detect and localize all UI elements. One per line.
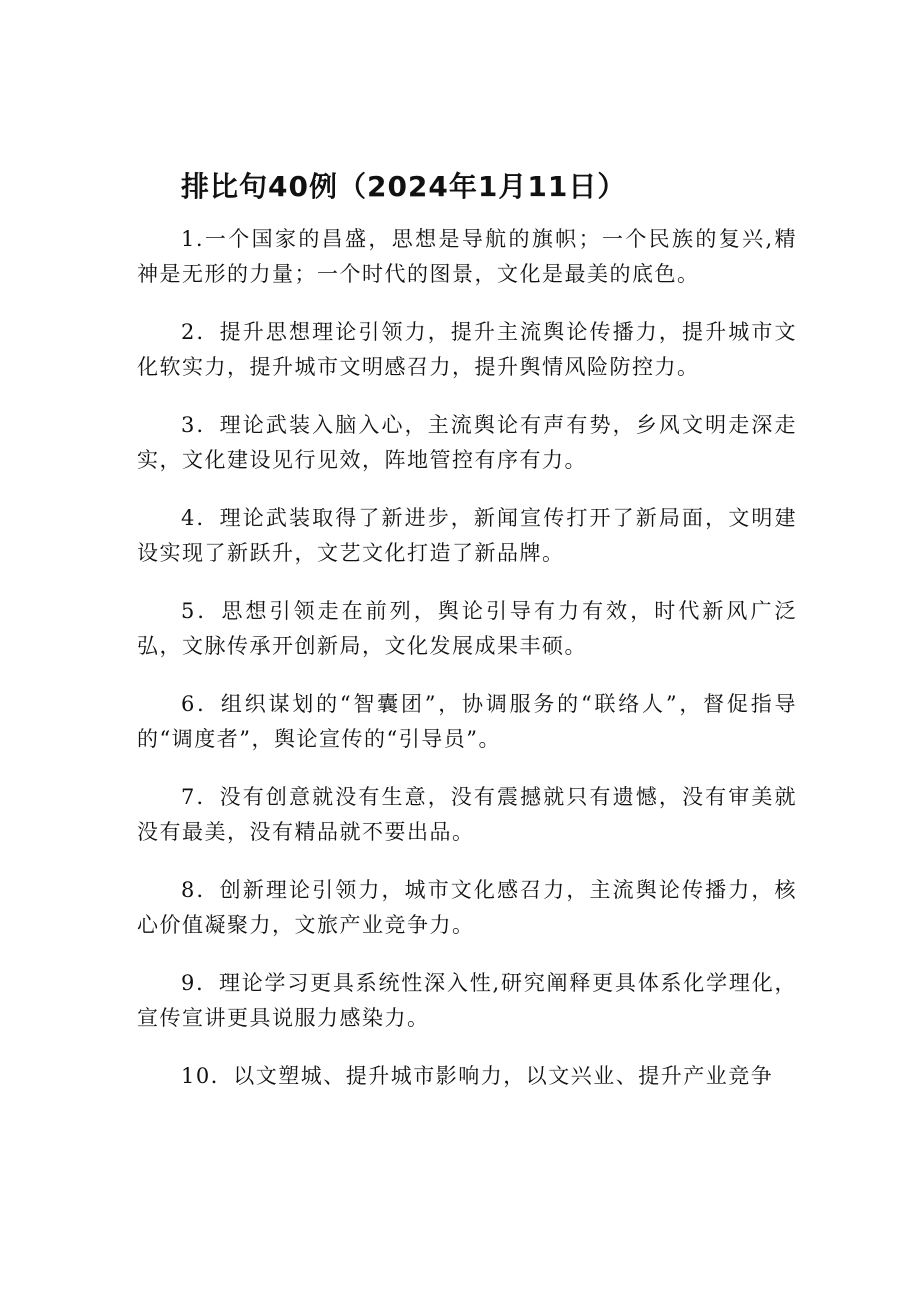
list-item: 2．提升思想理论引领力，提升主流舆论传播力，提升城市文化软实力，提升城市文明感召力，提升舆情风险防控力。 <box>137 320 797 379</box>
list-item: 1.一个国家的昌盛，思想是导航的旗帜；一个民族的复兴,精神是无形的力量；一个时代的图景，文化是最美的底色。 <box>137 227 797 286</box>
list-item: 4．理论武装取得了新进步，新闻宣传打开了新局面，文明建设实现了新跃升，文艺文化打造了新品牌。 <box>137 506 797 565</box>
list-item: 3．理论武装入脑入心，主流舆论有声有势，乡风文明走深走实，文化建设见行见效，阵地管控有序有力。 <box>137 413 797 472</box>
list-item: 6．组织谋划的“智囊团”，协调服务的“联络人”，督促指导的“调度者”，舆论宣传的“引导员”。 <box>137 692 797 751</box>
item-list <box>137 222 797 1117</box>
list-item: 8．创新理论引领力，城市文化感召力，主流舆论传播力，核心价值凝聚力，文旅产业竞争力。 <box>137 878 797 937</box>
list-item: 10．以文塑城、提升城市影响力，以文兴业、提升产业竞争 <box>181 1064 774 1088</box>
list-item: 9．理论学习更具系统性深入性,研究阐释更具体系化学理化，宣传宣讲更具说服力感染力。 <box>137 971 797 1030</box>
list-item: 5．思想引领走在前列，舆论引导有力有效，时代新风广泛弘，文脉传承开创新局，文化发展成果丰硕。 <box>137 599 797 658</box>
document-title: 排比句40例（2024年1月11日） <box>181 170 627 203</box>
list-item: 7．没有创意就没有生意，没有震撼就只有遗憾，没有审美就没有最美，没有精品就不要出品。 <box>137 785 797 844</box>
